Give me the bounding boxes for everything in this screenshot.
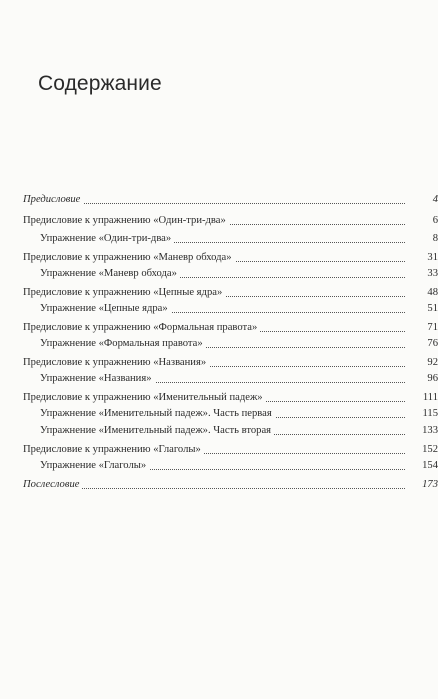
toc-entry[interactable] <box>0 231 438 247</box>
toc-entry[interactable] <box>0 442 438 458</box>
toc-entry-title: Предисловие к упражнению «Маневр обхода» <box>23 250 235 266</box>
toc-entry-title: Предисловие к упражнению «Именительный падеж» <box>23 390 266 406</box>
toc-entry[interactable] <box>0 285 438 301</box>
toc-entry-page: 111 <box>422 392 438 403</box>
toc-entry[interactable] <box>0 390 438 406</box>
toc-entry-title: Послесловие <box>23 477 82 493</box>
toc-entry[interactable] <box>0 213 438 229</box>
toc-entry-title: Предисловие к упражнению «Формальная правота» <box>23 320 260 336</box>
toc-entry-page: 76 <box>427 338 438 349</box>
toc-entry-title: Предисловие <box>23 192 83 208</box>
toc-entry-page: 4 <box>432 194 438 205</box>
toc-entry-page: 115 <box>422 408 438 419</box>
toc-entry[interactable] <box>0 423 438 439</box>
toc-entry-page: 152 <box>422 444 438 455</box>
toc-entry-title: Предисловие к упражнению «Глаголы» <box>23 442 204 458</box>
toc-entry-title: Упражнение «Именительный падеж». Часть первая <box>40 406 275 422</box>
toc-entry-afterword[interactable] <box>0 477 438 493</box>
toc-entry-title: Упражнение «Названия» <box>40 371 155 387</box>
toc-entry-title: Упражнение «Формальная правота» <box>40 336 206 352</box>
toc-entry[interactable] <box>0 458 438 474</box>
toc-entry[interactable] <box>0 336 438 352</box>
toc-entry[interactable] <box>0 250 438 266</box>
toc-entry[interactable] <box>0 320 438 336</box>
toc-entry[interactable] <box>0 371 438 387</box>
toc-entry-title: Упражнение «Маневр обхода» <box>40 266 180 282</box>
toc-entry-page: 6 <box>432 215 438 226</box>
toc-entry-page: 173 <box>422 479 438 490</box>
toc-entry-page: 48 <box>427 287 438 298</box>
toc-entry-page: 133 <box>422 425 438 436</box>
toc-entry-page: 51 <box>427 303 438 314</box>
toc-entry[interactable] <box>0 301 438 317</box>
toc-entry-page: 92 <box>427 357 438 368</box>
toc-entry-page: 31 <box>427 252 438 263</box>
toc-entry-title: Предисловие к упражнению «Один-три-два» <box>23 213 229 229</box>
toc-entry-page: 8 <box>432 233 438 244</box>
toc-entry-title: Упражнение «Глаголы» <box>40 458 149 474</box>
toc-entry[interactable] <box>0 406 438 422</box>
toc-heading: Содержание <box>38 72 162 95</box>
toc-entry-page: 33 <box>427 268 438 279</box>
toc-entry[interactable] <box>0 266 438 282</box>
toc-entry-title: Предисловие к упражнению «Названия» <box>23 355 209 371</box>
toc-entry-title: Упражнение «Один-три-два» <box>40 231 174 247</box>
toc-entry-title: Предисловие к упражнению «Цепные ядра» <box>23 285 225 301</box>
toc-entry-title: Упражнение «Именительный падеж». Часть вторая <box>40 423 274 439</box>
toc-entry-page: 71 <box>427 322 438 333</box>
toc-entry-page: 96 <box>427 373 438 384</box>
toc-entry-page: 154 <box>422 460 438 471</box>
toc-entry-title: Упражнение «Цепные ядра» <box>40 301 171 317</box>
toc-entry-preface[interactable] <box>0 192 438 208</box>
toc-entry[interactable] <box>0 355 438 371</box>
